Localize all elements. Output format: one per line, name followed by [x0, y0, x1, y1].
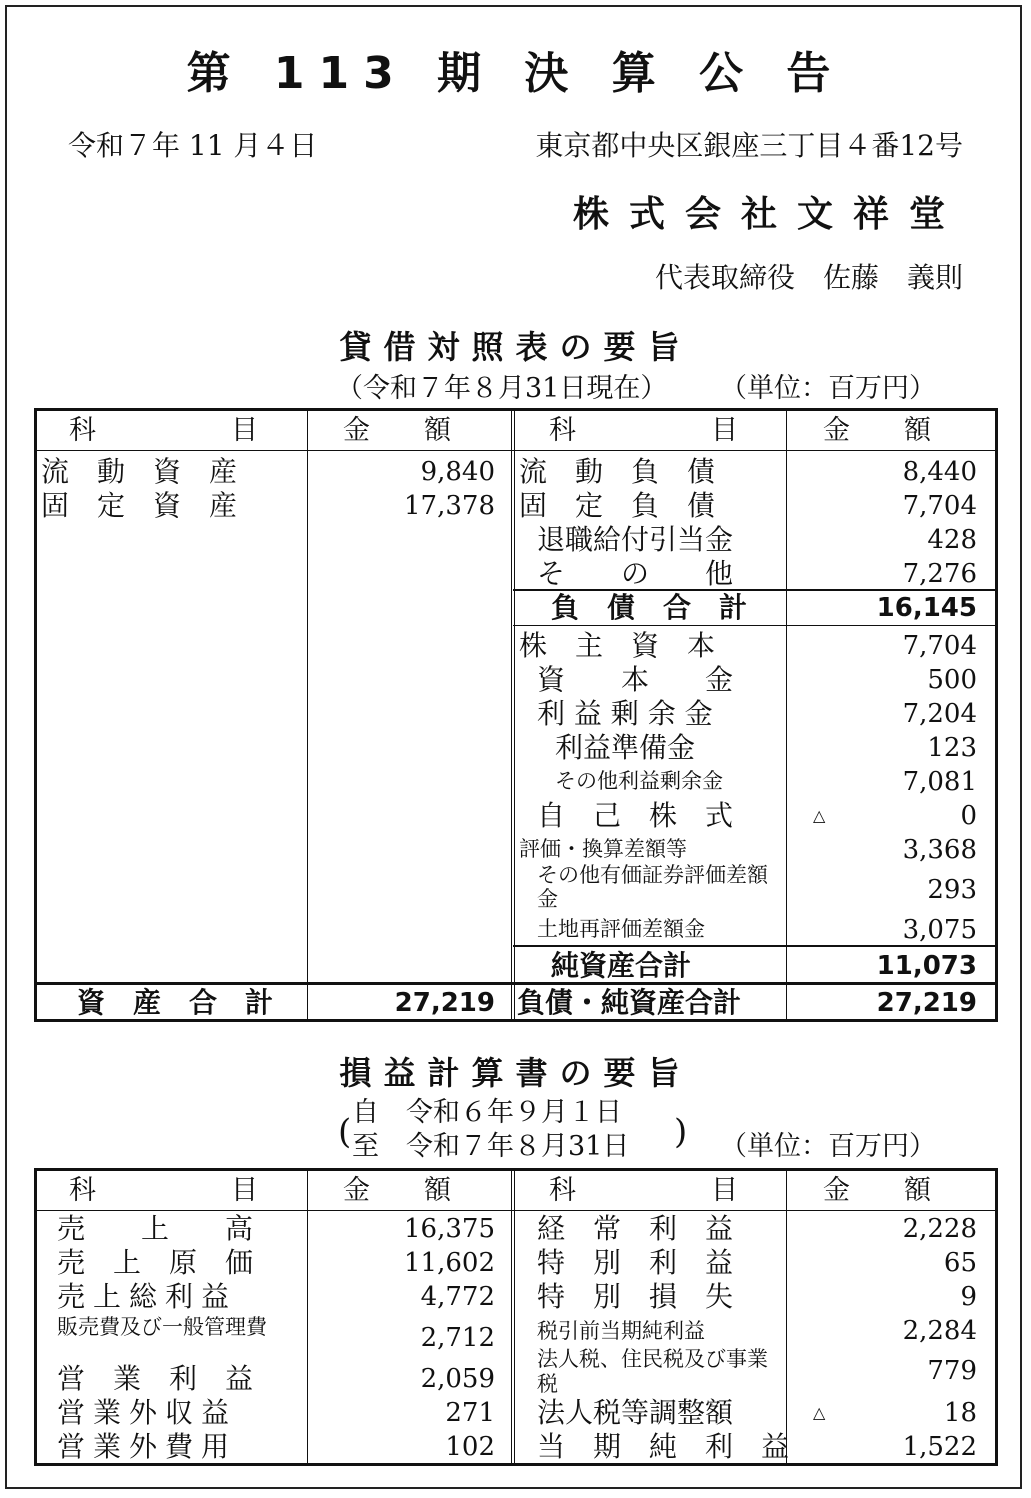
asset-value: 17,378: [404, 491, 495, 521]
income-label: 法人税等調整額: [537, 1396, 734, 1429]
income-label: 経 常 利 益: [537, 1212, 734, 1245]
header-amount: 金 額: [823, 415, 931, 446]
header-amount: 金 額: [343, 415, 451, 446]
equity-label: 評価・換算差額等: [519, 837, 687, 861]
income-statement-title: 損益計算書の要旨: [339, 1054, 692, 1092]
income-label: 営 業 利 益: [57, 1362, 254, 1395]
column-divider: [786, 411, 787, 1019]
header-item: 科 目: [69, 415, 258, 446]
header-rule: [37, 450, 995, 451]
center-divider: [511, 411, 515, 1019]
income-statement-table: [34, 1168, 998, 1466]
equity-value: 123: [927, 733, 977, 763]
equity-value: 3,368: [902, 835, 977, 865]
negative-triangle: △: [813, 806, 826, 825]
center-divider: [511, 1171, 515, 1463]
asset-label: 流 動 資 産: [41, 455, 238, 488]
balance-sheet-table: [34, 408, 998, 1022]
equity-label: 土地再評価差額金: [537, 917, 705, 941]
balance-sheet-unit: （単位：百万円）: [720, 373, 936, 404]
income-statement-unit: （単位：百万円）: [720, 1131, 936, 1162]
subtotal-rule: [513, 945, 995, 947]
announcement-date: 令和７年 11 月４日: [68, 129, 318, 162]
liability-label: 流 動 負 債: [519, 455, 716, 488]
column-divider: [307, 411, 308, 1019]
period-bracket-close: ): [674, 1112, 688, 1152]
income-label: 売 上 高: [57, 1212, 254, 1245]
liability-value: 7,704: [902, 491, 977, 521]
company-address: 東京都中央区銀座三丁目４番12号: [535, 129, 963, 162]
income-value: 2,284: [902, 1316, 977, 1346]
income-label: 営業外収益: [57, 1396, 238, 1429]
liability-value: 8,440: [902, 457, 977, 487]
negative-triangle: △: [813, 1403, 826, 1422]
equity-label: その他利益剰余金: [555, 769, 723, 793]
equity-label: 株 主 資 本: [519, 629, 716, 662]
assets-total-label: 資 産 合 計: [77, 986, 274, 1019]
column-divider: [307, 1171, 308, 1463]
header-item: 科 目: [69, 1175, 258, 1206]
liability-label: 退職給付引当金: [537, 523, 734, 556]
equity-label: 利 益 剰 余 金: [537, 697, 713, 730]
liability-label: そ の 他: [537, 557, 734, 590]
representative: 代表取締役 佐藤 義則: [654, 261, 963, 294]
header-amount: 金 額: [343, 1175, 451, 1206]
income-label: 販売費及び一般管理費: [57, 1315, 267, 1339]
income-value: 65: [943, 1248, 977, 1278]
liability-label: 固 定 負 債: [519, 489, 716, 522]
equity-value: 3,075: [902, 915, 977, 945]
liability-value: 7,276: [902, 559, 977, 589]
income-label: 売 上 原 価: [57, 1246, 254, 1279]
equity-value: 0: [960, 801, 977, 831]
equity-value: 293: [927, 875, 977, 905]
column-divider: [786, 1171, 787, 1463]
income-value: 2,228: [902, 1214, 977, 1244]
income-value: 2,059: [420, 1364, 495, 1394]
income-label: 税引前当期純利益: [537, 1319, 705, 1343]
header-item: 科 目: [549, 1175, 738, 1206]
income-label: 売上総利益: [57, 1280, 238, 1313]
liabilities-total-value: 16,145: [876, 593, 977, 623]
equity-label: その他有価証券評価差額金: [537, 863, 768, 911]
balance-sheet-title: 貸借対照表の要旨: [339, 328, 692, 366]
period-to: 至 令和７年８月31日: [352, 1131, 630, 1162]
income-value: 2,712: [420, 1323, 495, 1353]
grand-total-label: 負債・純資産合計: [517, 986, 742, 1019]
header-amount: 金 額: [823, 1175, 931, 1206]
income-value: 4,772: [420, 1282, 495, 1312]
period-bracket-open: (: [338, 1112, 352, 1152]
equity-label: 利益準備金: [555, 731, 696, 764]
equity-value: 7,704: [902, 631, 977, 661]
income-label: 特 別 利 益: [537, 1246, 734, 1279]
equity-value: 7,204: [902, 699, 977, 729]
income-value: 9: [960, 1282, 977, 1312]
income-label: 当 期 純 利 益: [537, 1430, 790, 1463]
income-value: 271: [445, 1398, 495, 1428]
income-label: 法人税、住民税及び事業税: [537, 1347, 768, 1396]
liability-value: 428: [927, 525, 977, 555]
liabilities-total-label: 負 債 合 計: [551, 591, 748, 624]
period-from: 自 令和６年９月１日: [352, 1097, 622, 1128]
net-assets-total-value: 11,073: [876, 951, 977, 981]
grand-total-value: 27,219: [876, 988, 977, 1018]
equity-value: 7,081: [902, 767, 977, 797]
asset-label: 固 定 資 産: [41, 489, 238, 522]
balance-sheet-date: （令和７年８月31日現在）: [336, 373, 668, 404]
net-assets-total-label: 純資産合計: [551, 949, 692, 982]
income-label: 営業外費用: [57, 1430, 238, 1463]
subtotal-rule: [513, 625, 995, 626]
equity-label: 自 己 株 式: [537, 799, 734, 832]
asset-value: 9,840: [420, 457, 495, 487]
income-value: 1,522: [902, 1432, 977, 1462]
income-value: 779: [927, 1356, 977, 1386]
equity-label: 資 本 金: [537, 663, 734, 696]
income-value: 11,602: [404, 1248, 495, 1278]
header-item: 科 目: [549, 415, 738, 446]
total-rule: [37, 982, 995, 985]
page-title: 第 113 期 決 算 公 告: [186, 48, 845, 99]
company-name: 株式会社文祥堂: [572, 194, 965, 235]
header-rule: [37, 1210, 995, 1211]
income-value: 102: [445, 1432, 495, 1462]
assets-total-value: 27,219: [394, 988, 495, 1018]
income-value: 18: [943, 1398, 977, 1428]
income-value: 16,375: [404, 1214, 495, 1244]
income-label: 特 別 損 失: [537, 1280, 734, 1313]
equity-value: 500: [927, 665, 977, 695]
